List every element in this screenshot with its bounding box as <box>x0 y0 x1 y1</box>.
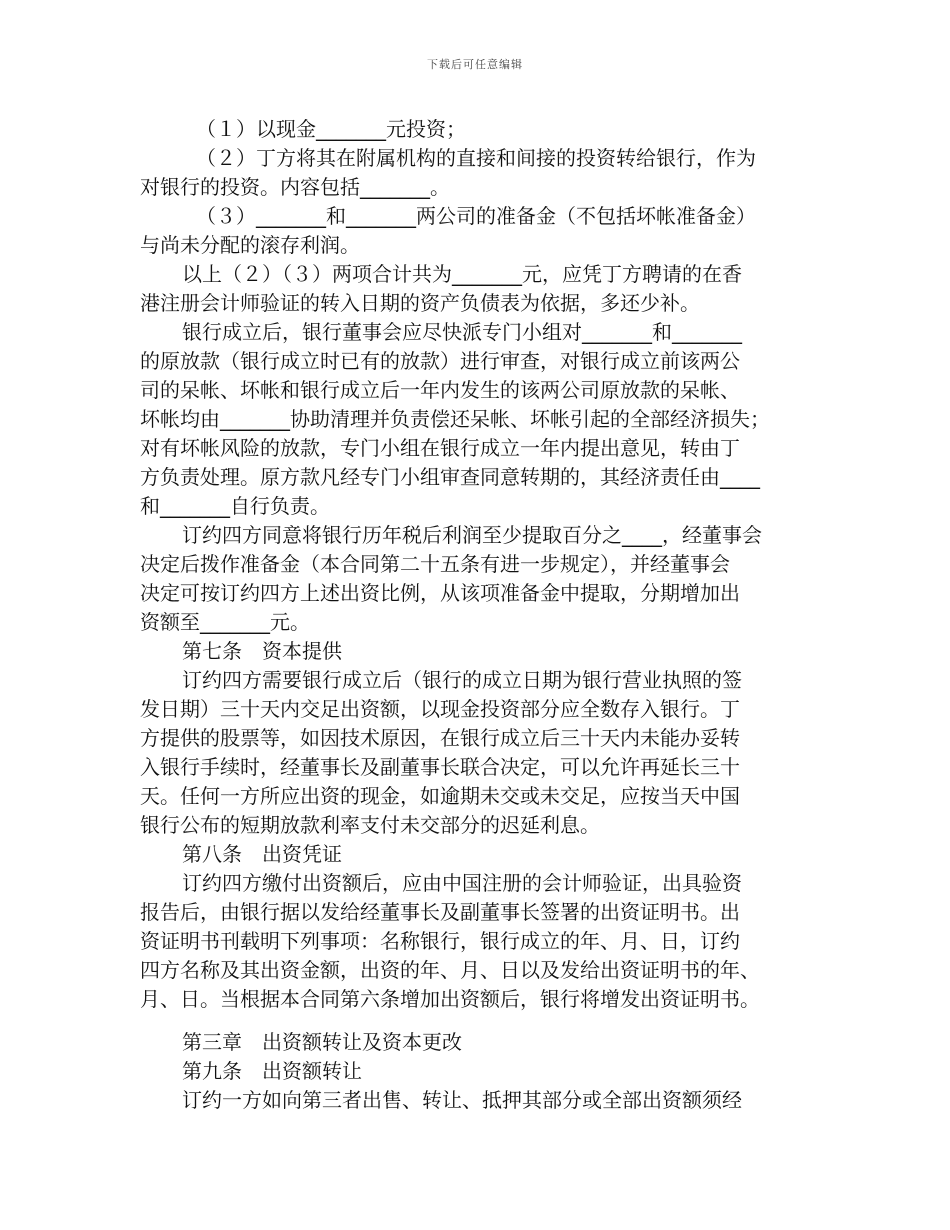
text-line: 发日期）三十天内交足出资额，以现金投资部分应全数存入银行。丁 <box>140 697 740 721</box>
text-line: 四方名称及其出资金额，出资的年、月、日以及发给出资证明书的年、 <box>140 958 760 982</box>
text-line: 月、日。当根据本合同第六条增加出资额后，银行将增发出资证明书。 <box>140 987 760 1011</box>
text-line: 订约四方需要银行成立后（银行的成立日期为银行营业执照的签 <box>182 668 742 692</box>
text-line: 决定后拨作准备金（本合同第二十五条有进一步规定），并经董事会 <box>140 552 730 576</box>
text-line: 司的呆帐、坏帐和银行成立后一年内发生的该两公司原放款的呆帐、 <box>140 378 740 402</box>
text-line: 方负责处理。原方款凡经专门小组审查同意转期的，其经济责任由____ <box>140 465 760 489</box>
text-line: 银行成立后，银行董事会应尽快派专门小组对_______和_______ <box>182 320 742 344</box>
text-line: 与尚未分配的滚存利润。 <box>140 233 360 257</box>
page-header-note: 下载后可任意编辑 <box>427 58 523 71</box>
chapter-heading: 第三章 出资额转让及资本更改 <box>182 1030 462 1054</box>
text-line: 对银行的投资。内容包括_______。 <box>140 175 450 199</box>
text-line: 决定可按订约四方上述出资比例，从该项准备金中提取，分期增加出 <box>140 581 740 605</box>
text-line: 订约四方缴付出资额后，应由中国注册的会计师验证，出具验资 <box>182 871 742 895</box>
text-line: 订约四方同意将银行历年税后利润至少提取百分之____，经董事会 <box>182 523 762 547</box>
text-line: 报告后，由银行据以发给经董事长及副董事长签署的出资证明书。出 <box>140 900 740 924</box>
text-line: （１）以现金_______元投资； <box>196 117 466 141</box>
article-heading: 第八条 出资凭证 <box>182 842 342 866</box>
text-line: 港注册会计师验证的转入日期的资产负债表为依据，多还少补。 <box>140 291 700 315</box>
text-line: 资额至_______元。 <box>140 610 310 634</box>
text-line: 对有坏帐风险的放款，专门小组在银行成立一年内提出意见，转由丁 <box>140 436 740 460</box>
text-line: 坏帐均由_______协助清理并负责偿还呆帐、坏帐引起的全部经济损失； <box>140 407 770 431</box>
text-line: 入银行手续时，经董事长及副董事长联合决定，可以允许再延长三十 <box>140 755 740 779</box>
text-line: 订约一方如向第三者出售、转让、抵押其部分或全部出资额须经 <box>182 1088 742 1112</box>
article-heading: 第九条 出资额转让 <box>182 1059 362 1083</box>
paragraph-spacer <box>140 1014 830 1028</box>
article-heading: 第七条 资本提供 <box>182 639 342 663</box>
text-line: 天。任何一方所应出资的现金，如逾期未交或未交足，应按当天中国 <box>140 784 740 808</box>
text-line: 和_______自行负责。 <box>140 494 330 518</box>
text-line: 方提供的股票等，如因技术原因，在银行成立后三十天内未能办妥转 <box>140 726 740 750</box>
text-line: 以上（２）（３）两项合计共为_______元，应凭丁方聘请的在香 <box>182 262 742 286</box>
text-line: 资证明书刊载明下列事项：名称银行，银行成立的年、月、日，订约 <box>140 929 740 953</box>
text-line: （２）丁方将其在附属机构的直接和间接的投资转给银行，作为 <box>196 146 756 170</box>
text-line: （３）_______和_______两公司的准备金（不包括坏帐准备金） <box>196 204 756 228</box>
text-line: 银行公布的短期放款利率支付未交部分的迟延利息。 <box>140 813 600 837</box>
document-body <box>140 115 830 1115</box>
text-line: 的原放款（银行成立时已有的放款）进行审查，对银行成立前该两公 <box>140 349 740 373</box>
